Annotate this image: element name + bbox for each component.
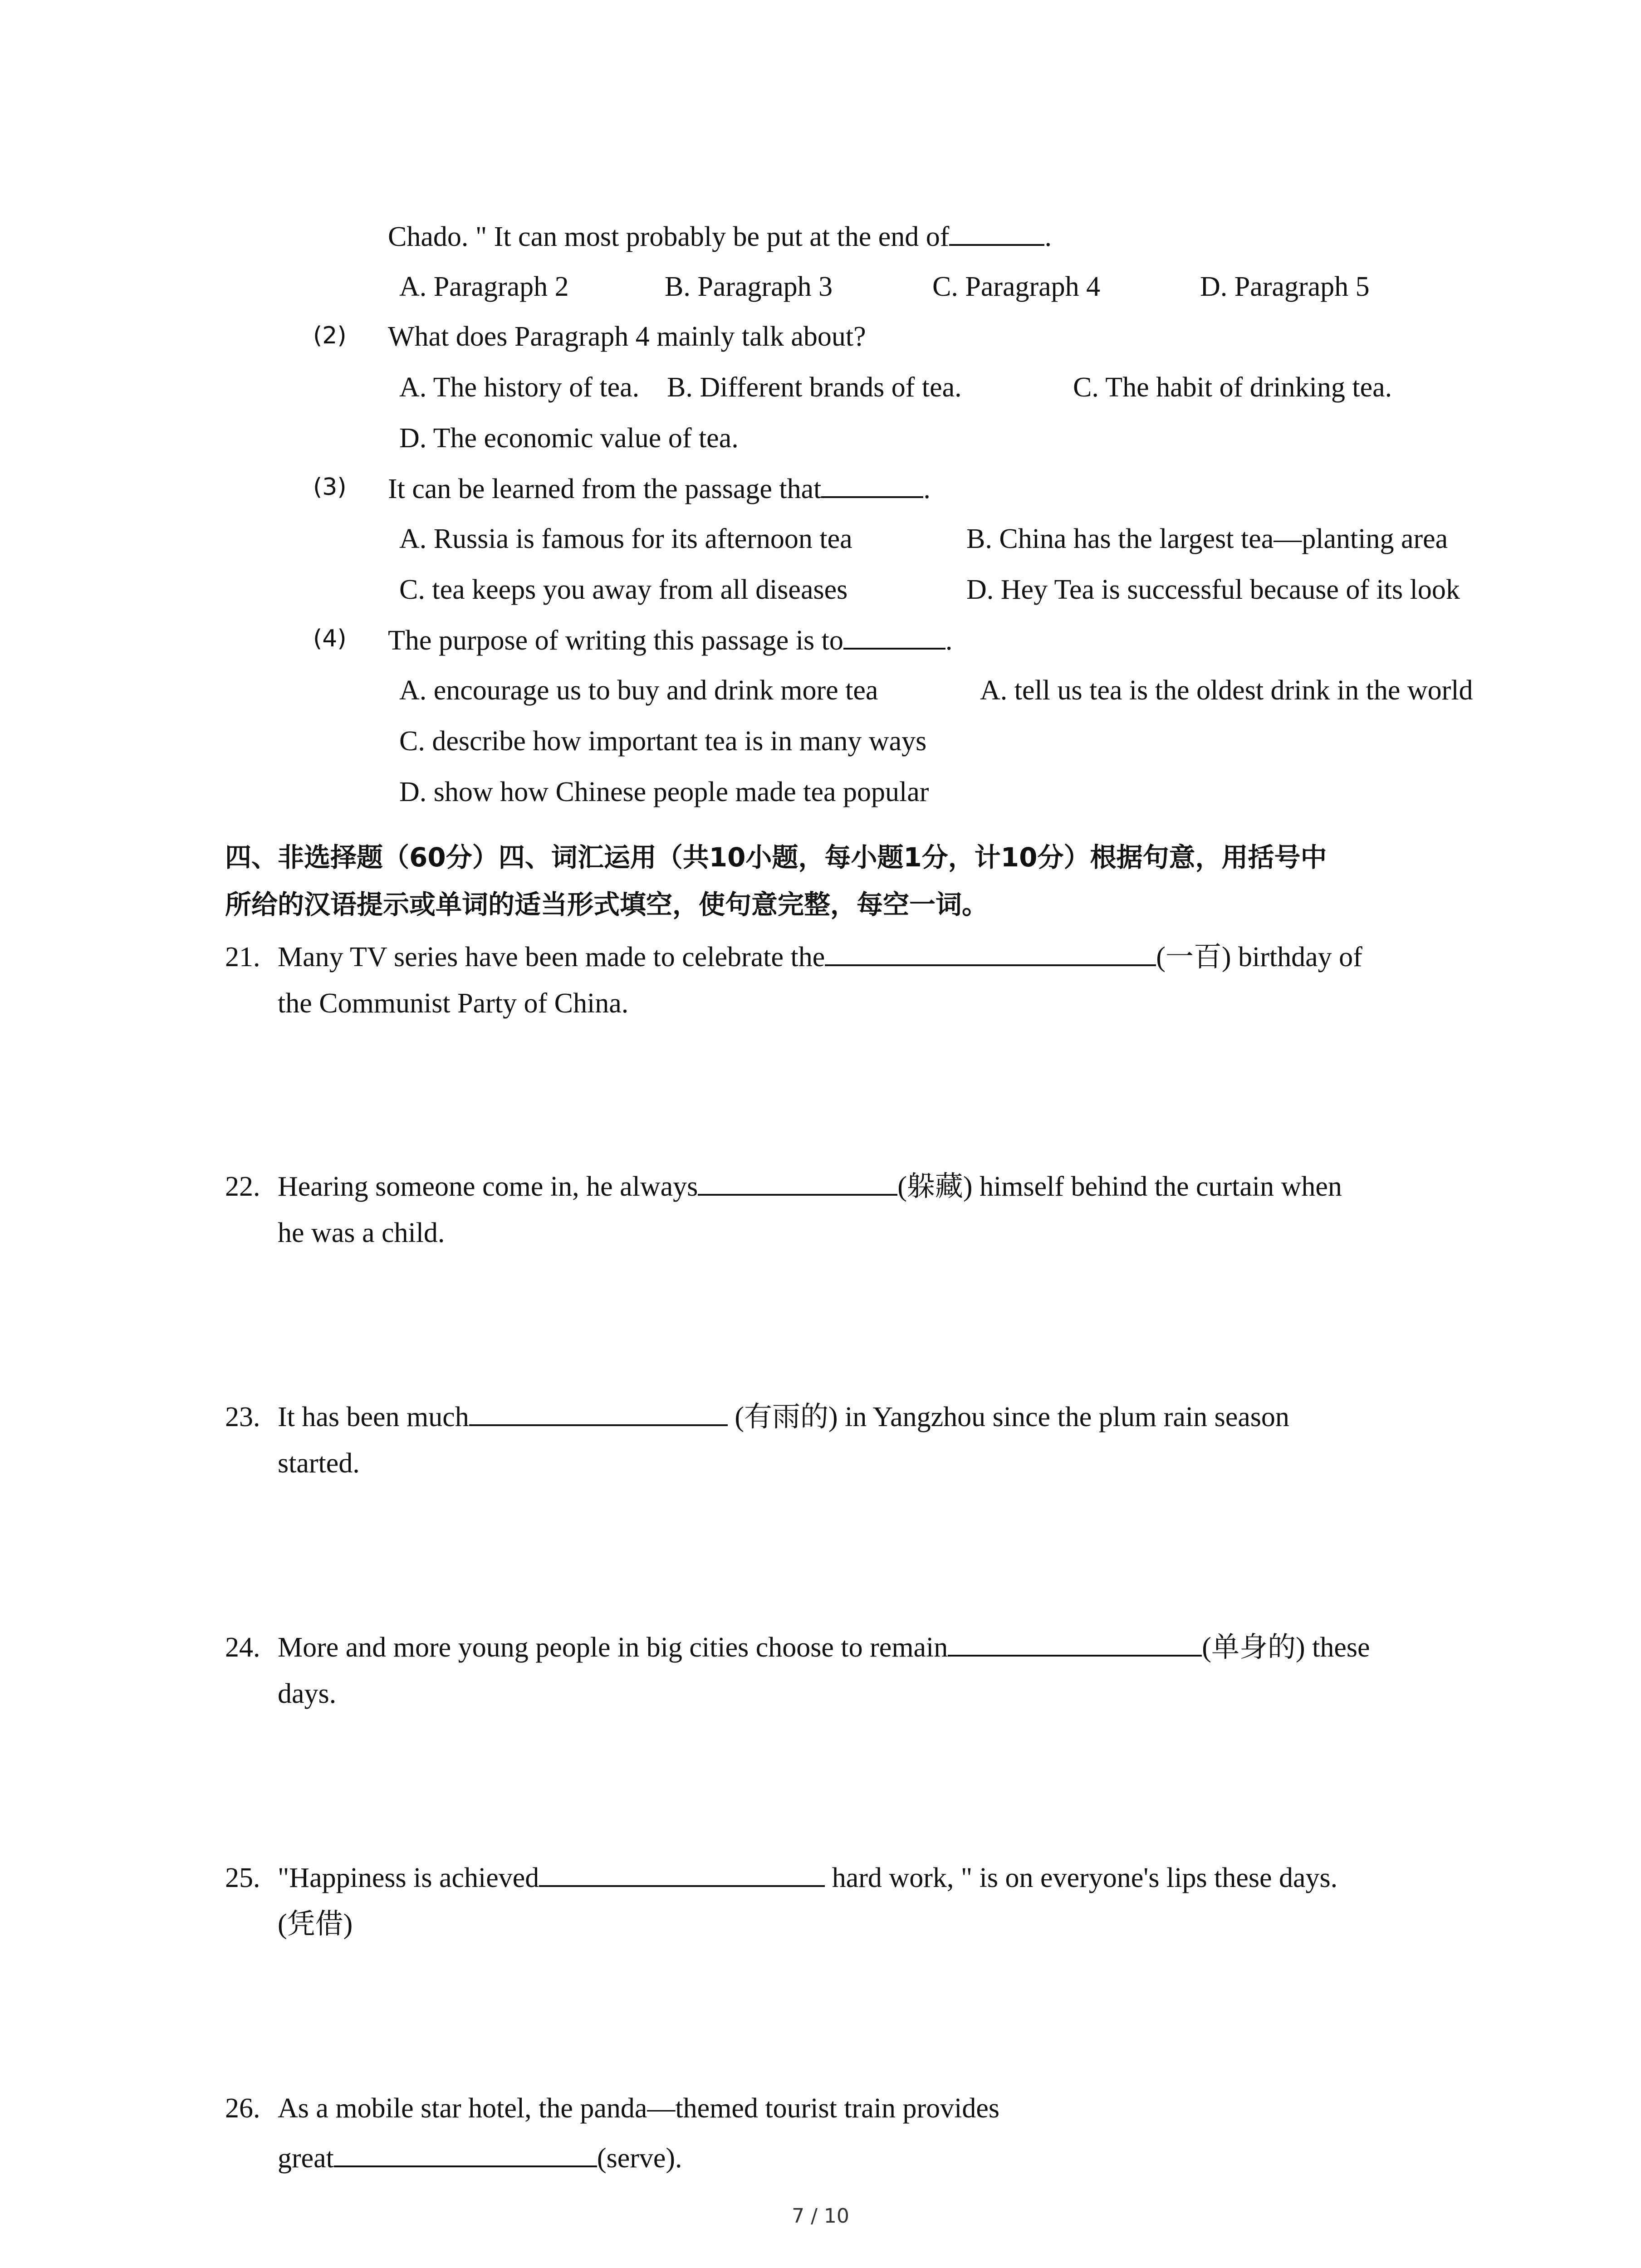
item-21-line2: the Communist Party of China.: [278, 988, 629, 1019]
q4-option-a[interactable]: A. encourage us to buy and drink more tea: [399, 675, 878, 706]
q3-option-b[interactable]: B. China has the largest tea—planting area: [966, 523, 1448, 554]
item-22-blank[interactable]: [698, 1168, 897, 1196]
item-26-line2: great (serve).: [278, 2136, 682, 2181]
item-25-line2: (凭借): [278, 1909, 353, 1940]
item-23-line1: It has been much (有雨的) in Yangzhou since the plum rain season: [278, 1394, 1289, 1440]
q2-options-row1: [399, 369, 1392, 406]
item-number: 23.: [225, 1402, 260, 1432]
q1-option-d[interactable]: D. Paragraph 5: [1200, 271, 1370, 302]
item-number: 22.: [225, 1171, 260, 1202]
q2-option-d[interactable]: D. The economic value of tea.: [399, 423, 739, 454]
q3-options-row2: [399, 572, 1460, 608]
item-23-blank[interactable]: [469, 1398, 728, 1426]
item-21-blank[interactable]: [825, 938, 1156, 966]
page-number: 7 / 10: [792, 2204, 849, 2228]
q2-option-a[interactable]: A. The history of tea.: [399, 372, 640, 403]
answer-blank[interactable]: [843, 621, 945, 650]
q4-option-d[interactable]: D. show how Chinese people made tea popular: [399, 777, 929, 807]
q3-option-a[interactable]: A. Russia is famous for its afternoon tea: [399, 523, 852, 554]
q1-stem-continuation: Chado. " It can most probably be put at the end of .: [388, 218, 1052, 255]
item-number: 26.: [225, 2093, 260, 2124]
item-number: 25.: [225, 1862, 260, 1893]
item-24-line1: More and more young people in big cities choose to remain (单身的) these: [278, 1625, 1370, 1670]
q1-option-c[interactable]: C. Paragraph 4: [932, 271, 1101, 302]
q4-options-row1: [399, 672, 1473, 709]
item-26-line1: As a mobile star hotel, the panda—themed tourist train provides: [278, 2093, 999, 2124]
q4-stem: The purpose of writing this passage is to .: [388, 621, 952, 659]
item-24-line2: days.: [278, 1678, 337, 1709]
item-number: 21.: [225, 942, 260, 973]
q1-options: [399, 269, 1370, 305]
q2-option-b[interactable]: B. Different brands of tea.: [667, 372, 962, 403]
q1-option-a[interactable]: A. Paragraph 2: [399, 271, 569, 302]
q3-options-row1: [399, 521, 1448, 557]
q3-option-d[interactable]: D. Hey Tea is successful because of its look: [966, 574, 1460, 605]
item-25-line1: "Happiness is achieved hard work, " is on everyone's lips these days.: [278, 1855, 1337, 1901]
item-22-line2: he was a child.: [278, 1217, 445, 1248]
item-26-blank[interactable]: [334, 2139, 597, 2167]
q1-option-b[interactable]: B. Paragraph 3: [665, 271, 833, 302]
item-21-line1: Many TV series have been made to celebrate the (一百) birthday of: [278, 934, 1362, 980]
q4-option-c[interactable]: C. describe how important tea is in many ways: [399, 726, 927, 757]
item-24-blank[interactable]: [948, 1628, 1202, 1657]
item-number: 24.: [225, 1632, 260, 1663]
q2-option-c[interactable]: C. The habit of drinking tea.: [1073, 372, 1392, 403]
item-22-line1: Hearing someone come in, he always (躲藏) himself behind the curtain when: [278, 1164, 1342, 1209]
answer-blank[interactable]: [821, 470, 923, 498]
q2-number: (2): [313, 322, 347, 349]
q4-number: (4): [313, 625, 347, 652]
item-25-blank[interactable]: [539, 1859, 825, 1887]
section-heading-line2: 所给的汉语提示或单词的适当形式填空，使句意完整，每空一词。: [225, 889, 989, 920]
section-heading-line1: 四、非选择题（60分）四、词汇运用（共10小题，每小题1分，计10分）根据句意，用括号中: [225, 842, 1327, 873]
q3-stem: It can be learned from the passage that .: [388, 470, 931, 507]
q4-option-b[interactable]: A. tell us tea is the oldest drink in the world: [980, 675, 1473, 706]
q3-number: (3): [313, 474, 347, 501]
q3-option-c[interactable]: C. tea keeps you away from all diseases: [399, 574, 848, 605]
answer-blank[interactable]: [949, 218, 1044, 246]
q2-stem: What does Paragraph 4 mainly talk about?: [388, 321, 866, 352]
item-23-line2: started.: [278, 1448, 360, 1479]
